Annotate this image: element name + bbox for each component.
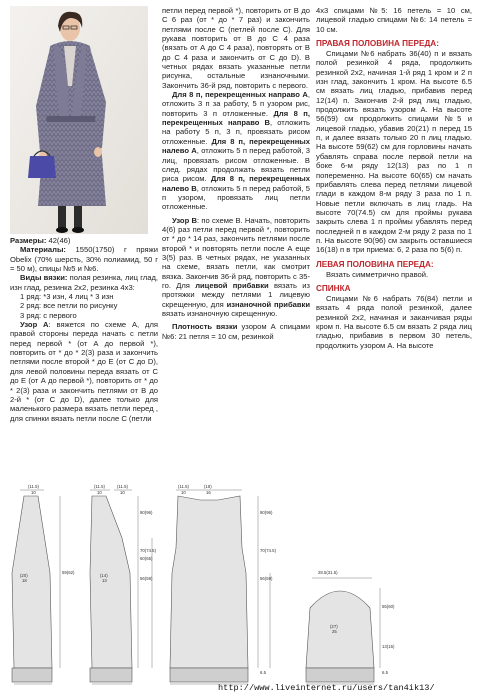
dim-height-74: 70(74.5) bbox=[140, 548, 157, 553]
materials-label: Материалы: bbox=[20, 245, 66, 255]
crossings-paragraph bbox=[162, 90, 310, 211]
dim-back-height-56: 56(59) bbox=[260, 576, 273, 581]
left-front-text: Вязать симметрично правой. bbox=[326, 269, 429, 279]
back-panel bbox=[170, 496, 248, 668]
dim-height-90: 90(96) bbox=[140, 510, 153, 515]
pattern-a-label: Узор А bbox=[20, 320, 49, 330]
density-text: узором А спицами №6: 21 петля = 10 см, резинкой bbox=[162, 322, 310, 341]
cross-right-b-label: Для 8 п, перекрещенных направо В bbox=[162, 108, 310, 128]
left-front-heading: ЛЕВАЯ ПОЛОВИНА ПЕРЕДА: bbox=[316, 259, 434, 269]
source-url[interactable]: http://www.liveinternet.ru/users/tan4ik13/ bbox=[218, 683, 435, 693]
purl-increase-label: изнаночной прибавки bbox=[226, 299, 310, 309]
dim-front-right-width: (11.5) bbox=[117, 484, 128, 489]
sleeve-panel bbox=[306, 591, 374, 668]
dim-back-height-6: 6.5 bbox=[260, 670, 266, 675]
dim-height-62: 59(62) bbox=[62, 570, 75, 575]
dim-back-center-2: 16 bbox=[206, 490, 211, 495]
dim-front-right-width-2: 10 bbox=[120, 490, 125, 495]
dim-front-left-top: (11.5) bbox=[28, 484, 39, 489]
row-2: 2 ряд: все петли по рисунку bbox=[20, 301, 118, 311]
pattern-a-paragraph bbox=[10, 320, 158, 423]
dim-back-shoulder: (11.5) bbox=[178, 484, 189, 489]
sizes-label: Размеры: bbox=[10, 236, 47, 245]
cross-right-b-text: , отложить на работу 5 п, 3 п, провязать рисом отложенные. bbox=[162, 118, 311, 146]
pattern-b-paragraph bbox=[162, 216, 310, 319]
increase-text-1: Для bbox=[176, 280, 196, 290]
pattern-b-label: Узор В bbox=[172, 215, 197, 225]
density-label: Плотность вязки bbox=[172, 322, 238, 332]
types-text: полая резинка, лиц глад, изн глад, резинка 2x2, резинка 4x3: bbox=[10, 273, 159, 292]
back-ribbing bbox=[170, 668, 248, 682]
materials-text: 1550(1750) г пряжи Obelix (70% шерсть, 30% полиамид, 50 г = 50 м), спицы №5 и №6. bbox=[10, 245, 158, 274]
dim-sleeve-height: 55(60) bbox=[382, 604, 395, 609]
materials-paragraph bbox=[10, 245, 158, 273]
front-left-panel bbox=[12, 496, 52, 668]
knit-increase-label: лицевой прибавки bbox=[195, 280, 269, 290]
cross-left-a-text: , отложить 5 п перед работой, 3 лиц, провязать рисом отложенные. В след. рядах продолжать вязать петли риса рисом. bbox=[162, 146, 310, 184]
cross-left-a-label: Для 8 п, перекрещенных налево А bbox=[162, 136, 310, 156]
dim-sleeve-width-2: 25 bbox=[332, 629, 337, 634]
column-2 bbox=[162, 6, 310, 341]
pattern-a-text: : вяжется по схеме А, для правой стороны переда начать с петли перед первой * (от А до первой *), повторить от * до * 2(3) раза и закончить петлями после второй * до Е (от С до D), для левой половины переда вязать от С до Е (от А до первой *), повторить от * до * 2(3) раза и закончить петлями от В до 2-й * (от С до D), далее только для маленького размера вязать петли перед , для спинки вязать петли после С (петли bbox=[10, 320, 158, 423]
photo-illustration bbox=[10, 6, 148, 234]
pattern-b-text: : по схеме В. Начать, повторить 4(6) раз петли перед первой *, повторить от * до * 14 раз, закончить петлями после второй * и повторять петли после А еще 3(5) раз. В четных рядах, не указанных на схеме, вязать петли, как смотрит вязка. Закончив 36-й ряд, повторить с 35-го. bbox=[162, 215, 310, 290]
sizes-value: 42(46) bbox=[46, 236, 71, 245]
dim-back-height-90: 90(96) bbox=[260, 510, 273, 515]
dim-sleeve-height-3: 6.5 bbox=[382, 670, 388, 675]
types-label: Виды вязки: bbox=[20, 273, 68, 283]
dim-front-left-top-2: 10 bbox=[31, 490, 36, 495]
dim-back-center: (18) bbox=[204, 484, 212, 489]
column-3 bbox=[316, 6, 472, 350]
dim-back-shoulder-2: 10 bbox=[181, 490, 186, 495]
front-right-ribbing bbox=[90, 668, 132, 682]
dim-sleeve-height-2: 13(15) bbox=[382, 644, 395, 649]
dim-sleeve-top: 28.5(31.5) bbox=[318, 570, 338, 575]
sleeve-ribbing bbox=[306, 668, 374, 682]
garment-schematics bbox=[0, 478, 478, 693]
dim-front-right-top: (11.5) bbox=[94, 484, 105, 489]
dim-front-left-mid: (20) bbox=[20, 573, 28, 578]
cross-right-a-text: , отложить 3 п за работу, 5 п узором рис, повторить 3 п отложенные. bbox=[162, 90, 310, 118]
column-1 bbox=[10, 236, 158, 423]
sizes-paragraph bbox=[10, 236, 158, 245]
dim-front-right-mid-2: 13 bbox=[102, 578, 107, 583]
model-photo bbox=[10, 6, 148, 234]
back-heading: СПИНКА bbox=[316, 283, 351, 293]
density-paragraph bbox=[162, 322, 310, 341]
right-front-text: Спицами №6 набрать 36(40) п и вязать полой резинкой 4 ряда, продолжить резинкой 2x2, начиная 1-й ряд 1 кром и 2 п изн глад, закончить 1 кром. На высоте 6.5 см вязать лиц гладью, прибавив перед 12(14) п. Закончив 2-й ряд лиц гладью, продолжить вязать узором А. На высоте 56(59) см продолжить спицами №5 и лицевой гладью, убавив 20(21) п перед 15 п, и далее вязать только 20 п лиц гладью. На высоте 59(62) см для горловины начать убавлять справа после первой петли на боке 6-м ряду 12(13) раз по 1 п попеременно. На высоте 60(65) см начать прибавлять слева перед петлями лицевой глади в каждом 8-м ряду 3 раза по 1 п. Новые петли включать в лиц гладь. На высоте 70(74.5) см для проймы рукава закрыть слева 1 п проймы убавлять перед последней п в каждом 2-м ряду 2 раза по 1 п. На высоте 90(96) см закрыть оставшиеся 16(18) п в три приема: 6, 2 раза по 5(6) п. bbox=[316, 49, 472, 255]
back-text: Спицами №6 набрать 76(84) петли и вязать 4 ряда полой резинкой, далее резинкой 2x2, начиная и заканчивая ряды кром п. На высоте 6.5 см вязать 2 ряда лиц гладью, прибавив в первом 30 петель, продолжить узором А. На высоте bbox=[316, 293, 472, 350]
col2-intro: петли перед первой *), повторить от В до С 6 раз (от * до * 7 раз) и закончить петлями после С (петлей после С). Для рукава повторить от В до С 4 раза (вязать от А до С 4 раза), повторять от В до С 4 раза и закончить от С до D). В четных рядах вязать указанные петли рисунка, остальные изнаночными. Закончить 36-й ряд, повторить с первого. bbox=[162, 6, 310, 90]
front-left-ribbing bbox=[12, 668, 52, 682]
dim-height-56: 56(59) bbox=[140, 576, 153, 581]
dim-front-right-mid: (14) bbox=[100, 573, 108, 578]
dim-height-65: 60(65) bbox=[140, 556, 153, 561]
row-3: 3 ряд: с первого bbox=[20, 310, 77, 320]
increase-text-2: вязать из протяжки между петлями 1 лицевую скрещенную, для bbox=[162, 280, 310, 309]
density-continued: 4x3 спицами №5: 16 петель = 10 см, лицевой гладью спицами №6: 14 петель = 10 см. bbox=[316, 6, 472, 34]
row-1: 1 ряд: *3 изн, 4 лиц * 3 изн bbox=[20, 292, 114, 302]
dim-back-height-74: 70(74.5) bbox=[260, 548, 277, 553]
cross-right-a-label: Для 8 п, перекрещенных направо А bbox=[172, 90, 308, 100]
types-paragraph bbox=[10, 273, 158, 292]
dim-front-right-top-2: 10 bbox=[97, 490, 102, 495]
cross-left-b-label: Для 8 п, перекрещенных налево В bbox=[162, 174, 310, 193]
increase-text-3: вязать изнаночную скрещенную. bbox=[162, 309, 278, 318]
dim-sleeve-width: (27) bbox=[330, 624, 338, 629]
right-front-heading: ПРАВАЯ ПОЛОВИНА ПЕРЕДА: bbox=[316, 39, 439, 49]
cross-left-b-text: , отложить 5 п перед работой, 5 п узором, провязать лиц петли отложенные. bbox=[162, 183, 310, 212]
front-right-panel bbox=[90, 496, 132, 668]
dim-front-left-mid-2: 18 bbox=[22, 578, 27, 583]
